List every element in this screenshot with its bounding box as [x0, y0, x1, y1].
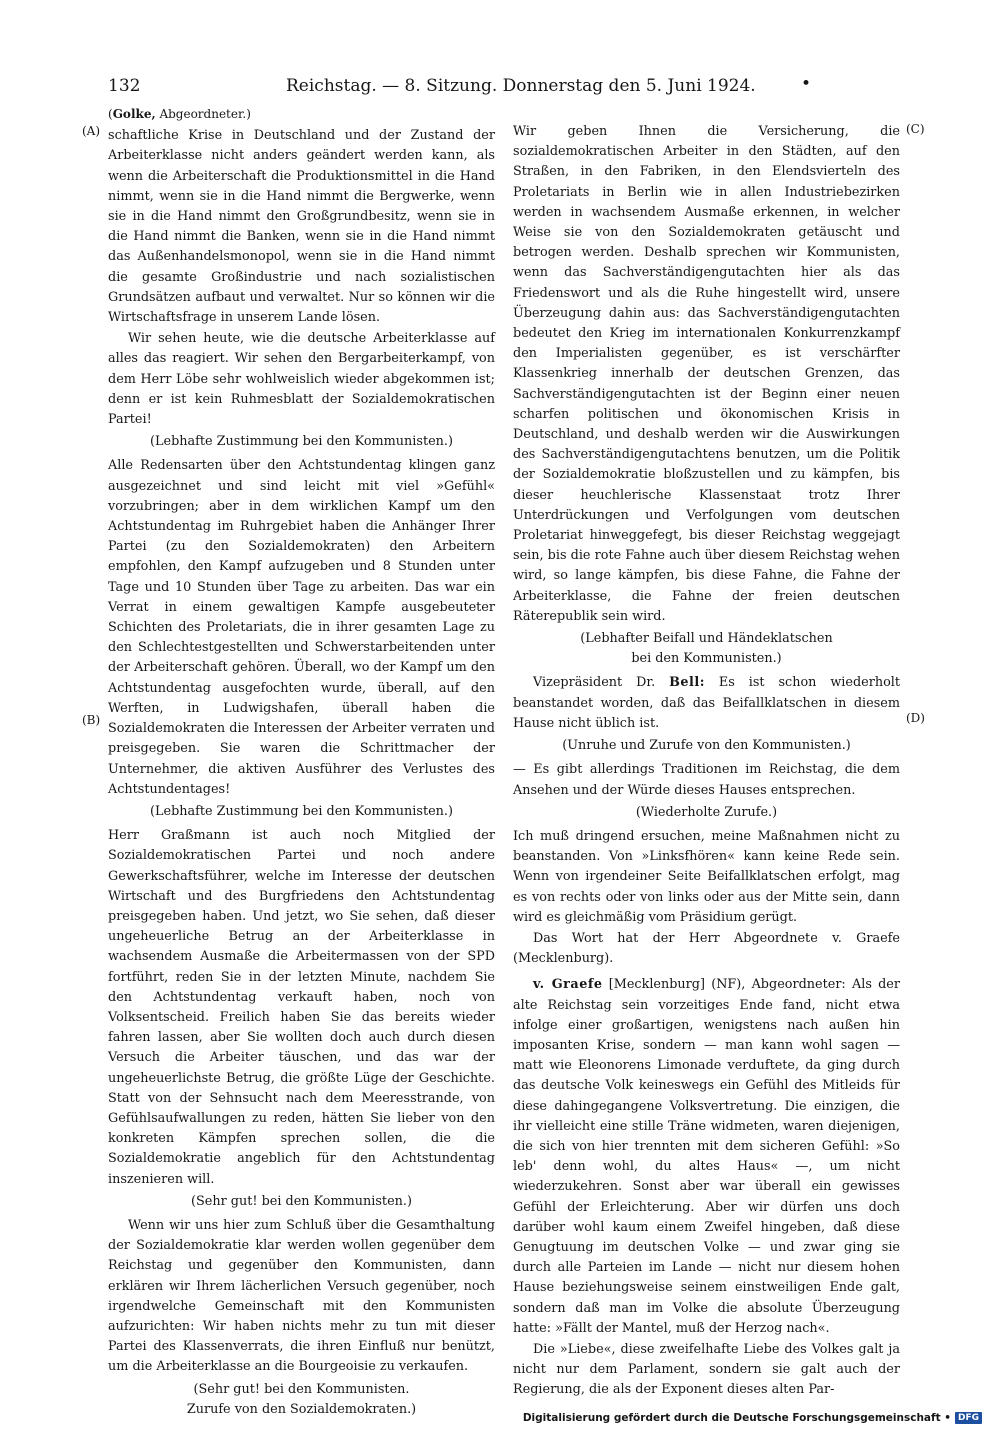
interjection: (Unruhe und Zurufe von den Kommunisten.): [562, 738, 851, 754]
margin-marker-a: (A): [82, 124, 101, 138]
paragraph: Die »Liebe«, diese zweifelhafte Liebe des Volkes galt ja nicht nur dem Parlament, sondern sie galt auch der Regierung, die als der Exponent dieses alten Par-: [513, 1341, 900, 1398]
dfg-logo-icon: DFG: [955, 1412, 982, 1424]
speaker-name: v. Graefe: [533, 977, 603, 993]
paragraph: Wir sehen heute, wie die deutsche Arbeiterklasse auf alles das reagiert. Wir sehen den Bergarbeiterkampf, von dem Herr Löbe sehr wohlweislich wieder abgekommen ist; denn er ist kein Ruhmesblatt der Sozialdemokratischen Partei!: [108, 331, 495, 428]
paragraph: Wenn wir uns hier zum Schluß über die Gesamthaltung der Sozialdemokratie klar werden wollen gegenüber dem Reichstag und gegenüber den Kommunisten, dann erklären wir Ihrem lächerlichen Versuch gegenüber, noch irgendwelche Gemeinschaft mit den Kommunisten aufzurichten: Wir haben nichts mehr zu tun mit dieser Partei des Klassenverrats, die ihren Einfluß nur benützt, um die Arbeiterklasse an die Bourgeoisie zu verkaufen.: [108, 1217, 495, 1375]
right-column: [513, 122, 900, 1402]
speaker-name: Bell:: [669, 675, 705, 691]
margin-marker-b: (B): [82, 713, 101, 727]
paragraph: — Es gibt allerdings Traditionen im Reichstag, die dem Ansehen und der Würde dieses Hauses entsprechen.: [513, 762, 900, 798]
page-number: 132: [108, 76, 141, 96]
paragraph: Vizepräsident Dr. Bell: Es ist schon wiederholt beanstandet worden, daß das Beifallklatschen in diesem Hause nicht üblich ist.: [513, 675, 901, 731]
interjection: bei den Kommunisten.): [631, 651, 782, 667]
running-head: Reichstag. — 8. Sitzung. Donnerstag den 5. Juni 1924.: [286, 76, 756, 96]
paragraph: Herr Graßmann ist auch noch Mitglied der Sozialdemokratischen Partei und noch andere Gewerkschaftsführer, welche im Interesse der deutschen Wirtschaft und des Burgfriedens den Achtstundentag preisgegeben haben. Und jetzt, wo Sie sehen, daß dieser ungeheuerliche Betrug an der Arbeiterklasse in wachsendem Ausmaße die Arbeitermassen von der SPD fortführt, reden Sie in der letzten Minute, nachdem Sie den Achtstundentag verkauft haben, noch von Volksentscheid. Freilich haben Sie das bereits wieder fahren lassen, aber Sie wollten doch auch durch diesen Versuch die Arbeiter täuschen, und das war der ungeheuerlichste Betrug, die größte Lüge der Geschichte. Statt von der Sehnsucht nach dem Meeresstrande, von Gefühlsaufwallungen zu reden, hätten Sie lieber von den konkreten Kämpfen sprechen sollen, die die Sozialdemokratie angeblich für den Achtstundentag inszenieren will.: [108, 828, 495, 1187]
speaker-role: Abgeordneter.): [159, 107, 251, 121]
interjection: Zurufe von den Sozialdemokraten.): [186, 1401, 417, 1417]
page-header: [108, 76, 900, 98]
interjection: (Sehr gut! bei den Kommunisten.: [193, 1381, 410, 1397]
speaker-tag: (Golke, Abgeordneter.): [108, 107, 251, 121]
interjection: (Wiederholte Zurufe.): [635, 804, 778, 820]
paragraph: schaftliche Krise in Deutschland und der Zustand der Arbeiterklasse nicht anders geändert werden kann, als wenn die Arbeiterschaft die Produktionsmittel in die Hand nimmt, wenn sie in die Hand nimmt die Bergwerke, wenn sie in die Hand nimmt den Großgrundbesitz, wenn sie in die Hand nimmt die Banken, wenn sie in die Hand nimmt das Außenhandelsmonopol, wenn sie in die Hand nimmt die gesamte Großindustrie und nach sozialistischen Grundsätzen aufbaut und verwaltet. Nur so können wir die Wirtschaftsfrage in unserem Lande lösen.: [108, 128, 495, 326]
paragraph: v. Graefe [Mecklenburg] (NF), Abgeordneter: Als der alte Reichstag sein vorzeitiges Ende fand, nicht etwa infolge einer großartigen, wenigstens nach außen hin imposanten Krise, sondern — man kann wohl sagen — matt wie Eleonorens Limonade verduftete, da ging durch das deutsche Volk keineswegs ein Gefühl des Mitleids für diese dahingegangene Volksvertretung. Die einzigen, die ihr vielleicht eine stille Träne widmeten, waren diejenigen, die sich von hier trennten mit dem sicheren Gefühl: »So leb' denn wohl, du altes Haus« —, um nicht wiederzukehren. Sonst aber war überall ein gewisses Gefühl der Erleichterung. Aber wir dürfen uns doch darüber wohl kaum einem Zweifel hingeben, daß diese Genugtuung im deutschen Volke — und zwar ging sie durch alle Parteien im Lande — nicht nur diesem hohen Hause beziehungsweise seinem einstweiligen Ende galt, sondern daß man im Volke die absolute Überzeugung hatte: »Fällt der Mantel, muß der Herzog nach«.: [513, 977, 900, 1336]
interjection: (Lebhafter Beifall und Händeklatschen: [580, 631, 833, 647]
left-column: [108, 104, 495, 1424]
interjection: (Lebhafte Zustimmung bei den Kommunisten.): [150, 803, 453, 819]
margin-marker-c: (C): [906, 122, 925, 136]
paragraph: Alle Redensarten über den Achtstundentag klingen ganz ausgezeichnet und sind leicht mit viel »Gefühl« vorzubringen; aber in dem wirklichen Kampf um den Achtstundentag im Ruhrgebiet haben die Anhänger Ihrer Partei (zu den Sozialdemokraten) den Arbeitern empfohlen, den Kampf aufzugeben und 8 Stunden unter Tage und 10 Stunden über Tage zu arbeiten. Das war ein Verrat in einem gewaltigen Kampfe ausgebeuteter Schichten des Proletariats, die in ihrer gesamten Lage zu den Schlechtestgestellten und Schwerstarbeitenden unter der Arbeiterschaft gehören. Überall, wo der Kampf um den Achtstundentag ausgefochten wurde, überall, auf den Werften, in Ludwigshafen, überall haben die Sozialdemokraten die Interessen der Arbeiter verraten und preisgegeben. Sie waren die Schrittmacher der Unternehmer, die aktiven Ausführer des Verlustes des Achtstundentages!: [108, 458, 495, 797]
interjection: (Lebhafte Zustimmung bei den Kommunisten.): [150, 434, 453, 450]
header-dot: •: [801, 74, 812, 94]
paragraph: Wir geben Ihnen die Versicherung, die sozialdemokratischen Arbeiter in den Städten, auf den Straßen, in den Fabriken, in den Elendsvierteln des Proletariats in Berlin wie in allen Industriebezirken werden in wachsendem Ausmaße erkennen, in welcher Weise sie von den Sozialdemokraten getäuscht und betrogen werden. Deshalb sprechen wir Kommunisten, wenn das Sachverständigengutachten hier als das Friedenswort und als die Ruhe hingestellt wird, unsere Überzeugung dahin aus: das Sachverständigengutachten bedeutet den Krieg im internationalen Konkurrenzkampf den Imperialisten gegenüber, es ist verschärfter Klassenkrieg innerhalb der deutschen Grenzen, das Sachverständigengutachten ist der Beginn einer neuen scharfen politischen und ökonomischen Krisis in Deutschland, und deshalb werden wir die Auswirkungen des Sachverständigengutachtens benutzen, um die Politik der Sozialdemokratie bloßzustellen und zu kämpfen, bis dieser heuchlerische Klassenstaat trotz Ihrer Unterdrückungen und Verfolgungen vom deutschen Proletariat hinweggefegt, bis dieser Reichstag weggejagt sein, bis die rote Fahne auch über diesem Reichstag wehen wird, so lange kämpfen, bis diese Fahne, die Fahne der Arbeiterklasse, die Fahne der freien deutschen Räterepublik sein wird.: [513, 124, 900, 624]
footer-text: Digitalisierung gefördert durch die Deutsche Forschungsgemeinschaft •: [522, 1412, 951, 1424]
speaker-name: Golke,: [112, 107, 156, 121]
paragraph: Das Wort hat der Herr Abgeordnete v. Graefe (Mecklenburg).: [513, 930, 900, 967]
interjection: (Sehr gut! bei den Kommunisten.): [191, 1193, 412, 1209]
footer: [523, 1412, 982, 1424]
paragraph: Ich muß dringend ersuchen, meine Maßnahmen nicht zu beanstanden. Von »Linksfhören« kann keine Rede sein. Wenn von irgendeiner Seite Beifallklatschen erfolgt, mag es von rechts oder von links oder aus der Mitte sein, dann wird es gleichmäßig vom Präsidium gerügt.: [513, 828, 900, 925]
margin-marker-d: (D): [906, 711, 925, 725]
